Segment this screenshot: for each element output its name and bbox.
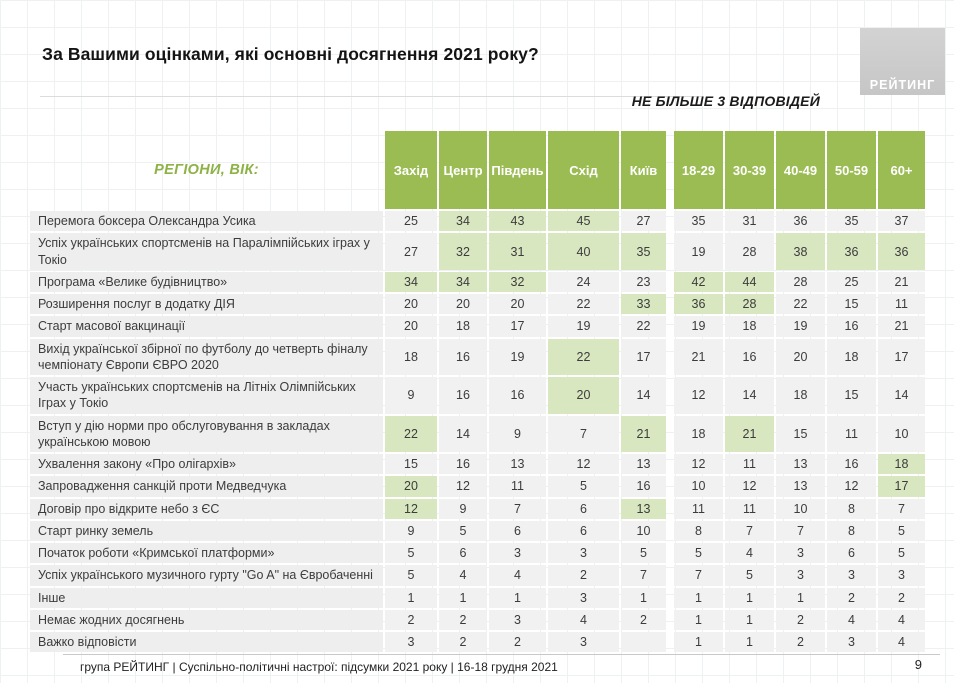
footer-source-text: група РЕЙТИНГ | Суспільно-політичні настрої: підсумки 2021 року | 16-18 грудня 2021 <box>80 660 558 674</box>
value-cell: 2 <box>878 588 925 608</box>
value-cell: 5 <box>385 565 437 585</box>
value-cell: 3 <box>827 565 876 585</box>
value-cell: 7 <box>548 416 619 453</box>
value-cell: 20 <box>489 294 546 314</box>
column-header-1: Захід <box>385 131 437 209</box>
value-cell: 14 <box>621 377 666 414</box>
value-cell: 4 <box>827 610 876 630</box>
row-label: Інше <box>30 588 383 608</box>
column-group-gap <box>668 565 672 585</box>
value-cell: 7 <box>776 521 825 541</box>
value-cell: 5 <box>878 521 925 541</box>
table-row <box>30 543 925 563</box>
value-cell: 7 <box>489 499 546 519</box>
row-label: Успіх українського музичного гурту "Go A" на Євробаченні <box>30 565 383 585</box>
value-cell: 4 <box>489 565 546 585</box>
row-label: Вступ у дію норми про обслуговування в закладах українською мовою <box>30 416 383 453</box>
value-cell: 5 <box>548 476 619 496</box>
value-cell: 3 <box>827 632 876 652</box>
value-cell: 5 <box>725 565 774 585</box>
value-cell: 1 <box>621 588 666 608</box>
column-header-10: 60+ <box>878 131 925 209</box>
value-cell: 16 <box>489 377 546 414</box>
column-group-gap <box>668 610 672 630</box>
table-row <box>30 272 925 292</box>
value-cell: 20 <box>385 316 437 336</box>
value-cell: 2 <box>776 632 825 652</box>
table-row <box>30 499 925 519</box>
value-cell: 35 <box>827 211 876 231</box>
value-cell: 15 <box>776 416 825 453</box>
column-header-4: Схід <box>548 131 619 209</box>
value-cell: 11 <box>827 416 876 453</box>
value-cell: 6 <box>439 543 487 563</box>
table-row <box>30 233 925 270</box>
value-cell: 14 <box>439 416 487 453</box>
value-cell: 38 <box>776 233 825 270</box>
logo-text: РЕЙТИНГ <box>869 78 936 92</box>
table-row <box>30 316 925 336</box>
value-cell: 10 <box>878 416 925 453</box>
results-table <box>30 131 925 652</box>
column-group-gap <box>668 316 672 336</box>
value-cell: 7 <box>878 499 925 519</box>
value-cell: 22 <box>548 339 619 376</box>
value-cell: 8 <box>827 499 876 519</box>
value-cell: 8 <box>827 521 876 541</box>
table-row <box>30 521 925 541</box>
value-cell: 4 <box>548 610 619 630</box>
value-cell: 20 <box>385 294 437 314</box>
value-cell: 11 <box>725 499 774 519</box>
table-row <box>30 610 925 630</box>
value-cell: 12 <box>725 476 774 496</box>
value-cell: 3 <box>776 543 825 563</box>
value-cell: 36 <box>674 294 723 314</box>
value-cell: 18 <box>878 454 925 474</box>
value-cell: 18 <box>385 339 437 376</box>
value-cell: 4 <box>878 610 925 630</box>
row-label: Вихід української збірної по футболу до четверть фіналу чемпіонату Європи ЄВРО 2020 <box>30 339 383 376</box>
value-cell: 1 <box>725 632 774 652</box>
value-cell: 17 <box>878 339 925 376</box>
value-cell: 21 <box>878 316 925 336</box>
value-cell: 43 <box>489 211 546 231</box>
table-row <box>30 565 925 585</box>
column-group-gap <box>668 272 672 292</box>
value-cell: 16 <box>725 339 774 376</box>
value-cell: 4 <box>725 543 774 563</box>
value-cell: 5 <box>878 543 925 563</box>
value-cell: 18 <box>674 416 723 453</box>
value-cell: 6 <box>548 499 619 519</box>
value-cell: 4 <box>439 565 487 585</box>
value-cell: 25 <box>827 272 876 292</box>
column-group-gap <box>668 632 672 652</box>
value-cell: 8 <box>674 521 723 541</box>
value-cell: 37 <box>878 211 925 231</box>
column-group-gap <box>668 294 672 314</box>
value-cell: 18 <box>439 316 487 336</box>
value-cell: 5 <box>385 543 437 563</box>
table-row <box>30 377 925 414</box>
value-cell: 19 <box>674 316 723 336</box>
value-cell: 36 <box>878 233 925 270</box>
value-cell: 40 <box>548 233 619 270</box>
value-cell: 16 <box>827 316 876 336</box>
value-cell: 15 <box>827 294 876 314</box>
column-header-5: Київ <box>621 131 666 209</box>
column-group-gap <box>668 377 672 414</box>
value-cell: 9 <box>439 499 487 519</box>
value-cell: 5 <box>621 543 666 563</box>
value-cell: 17 <box>878 476 925 496</box>
value-cell: 44 <box>725 272 774 292</box>
value-cell: 2 <box>548 565 619 585</box>
value-cell: 24 <box>548 272 619 292</box>
value-cell: 17 <box>621 339 666 376</box>
value-cell: 9 <box>385 377 437 414</box>
table-row <box>30 454 925 474</box>
value-cell: 12 <box>674 454 723 474</box>
row-label: Початок роботи «Кримської платформи» <box>30 543 383 563</box>
value-cell: 1 <box>725 588 774 608</box>
column-group-gap <box>668 211 672 231</box>
value-cell: 12 <box>548 454 619 474</box>
value-cell: 19 <box>776 316 825 336</box>
value-cell: 5 <box>439 521 487 541</box>
table-row <box>30 476 925 496</box>
value-cell: 19 <box>548 316 619 336</box>
value-cell: 12 <box>827 476 876 496</box>
value-cell: 9 <box>489 416 546 453</box>
value-cell: 1 <box>674 632 723 652</box>
value-cell: 2 <box>489 632 546 652</box>
value-cell: 20 <box>548 377 619 414</box>
value-cell: 7 <box>725 521 774 541</box>
value-cell: 13 <box>621 499 666 519</box>
value-cell: 3 <box>548 543 619 563</box>
table-row <box>30 416 925 453</box>
row-label: Перемога боксера Олександра Усика <box>30 211 383 231</box>
value-cell: 3 <box>776 565 825 585</box>
page-number: 9 <box>914 657 922 672</box>
row-label: Договір про відкрите небо з ЄС <box>30 499 383 519</box>
value-cell: 35 <box>621 233 666 270</box>
column-header-8: 40-49 <box>776 131 825 209</box>
value-cell: 28 <box>725 294 774 314</box>
value-cell: 21 <box>878 272 925 292</box>
value-cell: 15 <box>827 377 876 414</box>
value-cell: 12 <box>385 499 437 519</box>
value-cell: 10 <box>674 476 723 496</box>
value-cell: 13 <box>489 454 546 474</box>
column-group-gap <box>668 131 672 209</box>
value-cell: 45 <box>548 211 619 231</box>
value-cell: 20 <box>439 294 487 314</box>
value-cell: 2 <box>621 610 666 630</box>
value-cell: 21 <box>621 416 666 453</box>
value-cell: 16 <box>827 454 876 474</box>
table-row <box>30 211 925 231</box>
value-cell: 1 <box>385 588 437 608</box>
column-group-gap <box>668 233 672 270</box>
column-group-gap <box>668 499 672 519</box>
value-cell: 34 <box>385 272 437 292</box>
value-cell: 9 <box>385 521 437 541</box>
column-header-9: 50-59 <box>827 131 876 209</box>
value-cell: 17 <box>489 316 546 336</box>
value-cell: 13 <box>776 454 825 474</box>
value-cell: 11 <box>878 294 925 314</box>
row-label: Ухвалення закону «Про олігархів» <box>30 454 383 474</box>
column-group-gap <box>668 454 672 474</box>
table-header-row <box>30 131 925 209</box>
value-cell: 34 <box>439 272 487 292</box>
value-cell: 3 <box>489 610 546 630</box>
row-label: Немає жодних досягнень <box>30 610 383 630</box>
column-group-gap <box>668 476 672 496</box>
value-cell: 28 <box>776 272 825 292</box>
value-cell: 10 <box>621 521 666 541</box>
value-cell: 34 <box>439 211 487 231</box>
value-cell: 1 <box>489 588 546 608</box>
value-cell: 20 <box>385 476 437 496</box>
row-label: Запровадження санкцій проти Медведчука <box>30 476 383 496</box>
value-cell: 7 <box>621 565 666 585</box>
value-cell: 3 <box>878 565 925 585</box>
value-cell <box>621 632 666 652</box>
value-cell: 1 <box>776 588 825 608</box>
value-cell: 1 <box>674 610 723 630</box>
value-cell: 11 <box>725 454 774 474</box>
column-header-6: 18-29 <box>674 131 723 209</box>
table-row <box>30 294 925 314</box>
column-header-2: Центр <box>439 131 487 209</box>
value-cell: 4 <box>878 632 925 652</box>
value-cell: 14 <box>878 377 925 414</box>
column-header-3: Південь <box>489 131 546 209</box>
value-cell: 28 <box>725 233 774 270</box>
answers-limit-note: НЕ БІЛЬШЕ 3 ВІДПОВІДЕЙ <box>631 93 820 109</box>
column-group-gap <box>668 588 672 608</box>
value-cell: 32 <box>489 272 546 292</box>
title-divider <box>40 96 703 97</box>
value-cell: 16 <box>439 339 487 376</box>
value-cell: 27 <box>385 233 437 270</box>
value-cell: 15 <box>385 454 437 474</box>
footer-divider <box>63 654 940 655</box>
page-title: За Вашими оцінками, які основні досягнення 2021 року? <box>42 44 539 64</box>
value-cell: 2 <box>385 610 437 630</box>
value-cell: 16 <box>621 476 666 496</box>
value-cell: 13 <box>776 476 825 496</box>
value-cell: 3 <box>548 632 619 652</box>
value-cell: 22 <box>548 294 619 314</box>
value-cell: 13 <box>621 454 666 474</box>
value-cell: 36 <box>827 233 876 270</box>
value-cell: 21 <box>725 416 774 453</box>
value-cell: 5 <box>674 543 723 563</box>
value-cell: 31 <box>725 211 774 231</box>
value-cell: 11 <box>674 499 723 519</box>
value-cell: 22 <box>385 416 437 453</box>
value-cell: 35 <box>674 211 723 231</box>
value-cell: 12 <box>674 377 723 414</box>
value-cell: 1 <box>725 610 774 630</box>
value-cell: 16 <box>439 454 487 474</box>
column-group-gap <box>668 416 672 453</box>
value-cell: 33 <box>621 294 666 314</box>
value-cell: 3 <box>489 543 546 563</box>
column-group-gap <box>668 339 672 376</box>
value-cell: 6 <box>548 521 619 541</box>
row-label: Розширення послуг в додатку ДІЯ <box>30 294 383 314</box>
value-cell: 19 <box>674 233 723 270</box>
row-label: Успіх українських спортсменів на Паралімпійських іграх у Токіо <box>30 233 383 270</box>
value-cell: 11 <box>489 476 546 496</box>
rating-group-logo <box>860 28 945 95</box>
value-cell: 7 <box>674 565 723 585</box>
row-label: Старт масової вакцинації <box>30 316 383 336</box>
value-cell: 19 <box>489 339 546 376</box>
value-cell: 3 <box>548 588 619 608</box>
value-cell: 21 <box>674 339 723 376</box>
value-cell: 6 <box>827 543 876 563</box>
value-cell: 16 <box>439 377 487 414</box>
row-label: Програма «Велике будівництво» <box>30 272 383 292</box>
value-cell: 1 <box>674 588 723 608</box>
row-label: Старт ринку земель <box>30 521 383 541</box>
row-label: Участь українських спортсменів на Літніх Олімпійських Іграх у Токіо <box>30 377 383 414</box>
value-cell: 36 <box>776 211 825 231</box>
corner-label: РЕГІОНИ, ВІК: <box>154 162 259 178</box>
value-cell: 22 <box>776 294 825 314</box>
column-group-gap <box>668 521 672 541</box>
value-cell: 3 <box>385 632 437 652</box>
column-header-7: 30-39 <box>725 131 774 209</box>
value-cell: 22 <box>621 316 666 336</box>
value-cell: 31 <box>489 233 546 270</box>
value-cell: 27 <box>621 211 666 231</box>
value-cell: 1 <box>439 588 487 608</box>
value-cell: 23 <box>621 272 666 292</box>
value-cell: 10 <box>776 499 825 519</box>
value-cell: 2 <box>439 632 487 652</box>
value-cell: 2 <box>827 588 876 608</box>
value-cell: 2 <box>439 610 487 630</box>
value-cell: 25 <box>385 211 437 231</box>
value-cell: 12 <box>439 476 487 496</box>
row-label: Важко відповісти <box>30 632 383 652</box>
column-group-gap <box>668 543 672 563</box>
value-cell: 18 <box>827 339 876 376</box>
table-row <box>30 339 925 376</box>
value-cell: 18 <box>776 377 825 414</box>
table-row <box>30 588 925 608</box>
value-cell: 42 <box>674 272 723 292</box>
value-cell: 6 <box>489 521 546 541</box>
value-cell: 18 <box>725 316 774 336</box>
value-cell: 20 <box>776 339 825 376</box>
value-cell: 32 <box>439 233 487 270</box>
value-cell: 2 <box>776 610 825 630</box>
table-row <box>30 632 925 652</box>
value-cell: 14 <box>725 377 774 414</box>
